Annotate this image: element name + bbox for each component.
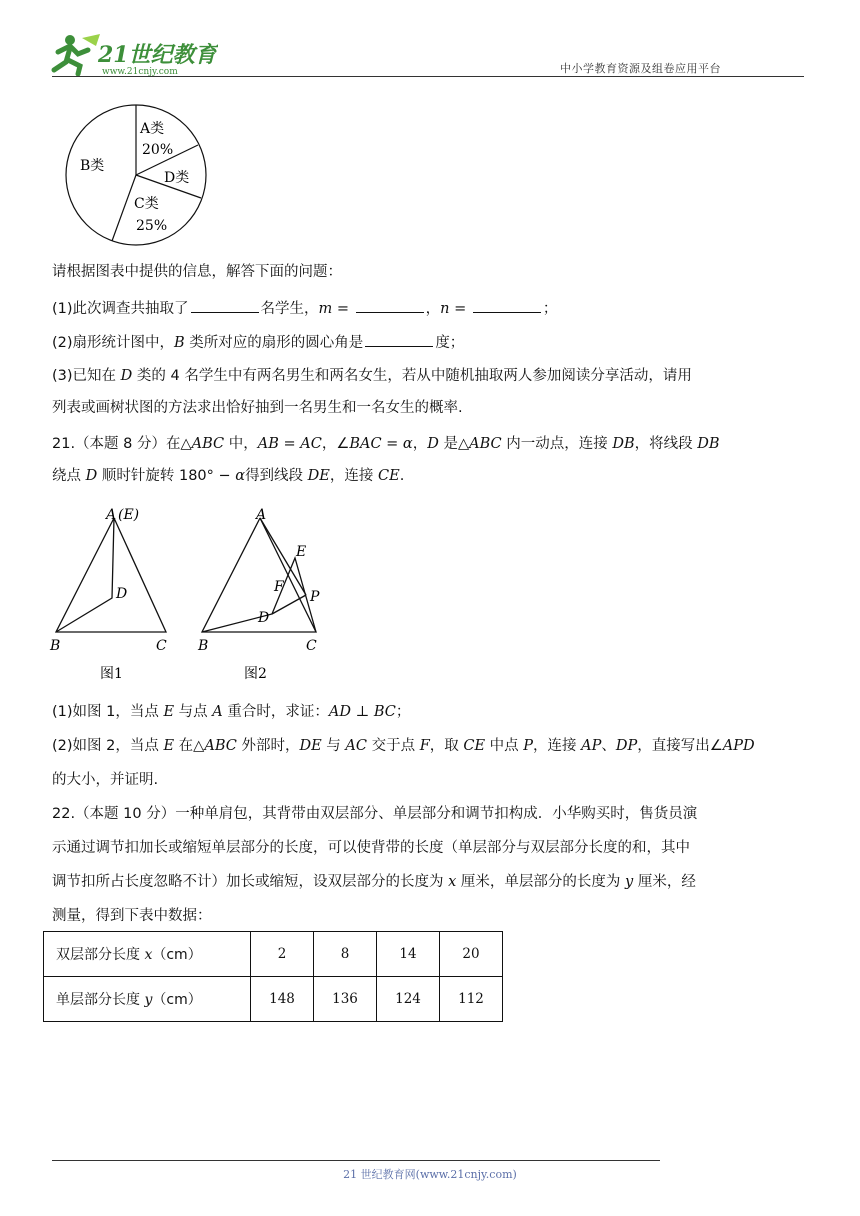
logo-url: www.21cnjy.com (102, 67, 178, 77)
pie-label-b: B类 (80, 158, 105, 174)
table-cell: 8 (314, 932, 377, 977)
fig2-segment-dp (272, 595, 306, 614)
fig1-triangle (56, 518, 166, 632)
fig2-label-c: C (306, 638, 317, 654)
q20-part1: (1)此次调查共抽取了 名学生，m = ，n = ； (52, 298, 557, 319)
header-divider (52, 76, 804, 77)
data-table (43, 931, 503, 1022)
q21-part1: (1)如图 1，当点 E 与点 A 重合时，求证：AD ⊥ BC； (52, 704, 411, 720)
table-cell: 20 (440, 932, 503, 977)
pie-chart (56, 100, 216, 250)
q22-line2: 示通过调节扣加长或缩短单层部分的长度，可以使背带的长度（单层部分与双层部分长度的和，其中 (52, 840, 690, 856)
figure-1 (46, 500, 186, 690)
fig1-label-d: D (116, 586, 128, 602)
answer-blank (473, 298, 541, 313)
q21-stem-line1: 21.（本题 8 分）在△ABC 中，AB = AC，∠BAC = α，D 是△ABC 内一动点，连接 DB，将线段 DB (52, 436, 720, 452)
table-row (44, 932, 503, 977)
pie-label-d: D类 (164, 170, 190, 186)
table-row-header: 双层部分长度 x（cm） (44, 932, 251, 977)
footer-divider (52, 1160, 660, 1161)
pie-label-c: C类 (134, 196, 159, 212)
fig1-label-b: B (50, 638, 61, 654)
fig2-caption: 图2 (244, 666, 267, 682)
q21-part2-line1: (2)如图 2，当点 E 在△ABC 外部时，DE 与 AC 交于点 F，取 CE 中点 P，连接 AP、DP，直接写出∠APD (52, 738, 755, 754)
logo-text: 21世纪教育 (98, 42, 217, 68)
q21-part2-line2: 的大小，并证明. (52, 772, 159, 788)
q22-line1: 22.（本题 10 分）一种单肩包，其背带由双层部分、单层部分和调节扣构成．小华购买时，售货员演 (52, 806, 698, 822)
pie-percent-a: 20% (142, 142, 174, 158)
q20-part3-line2: 列表或画树状图的方法求出恰好抽到一名男生和一名女生的概率. (52, 400, 463, 416)
fig2-label-a: A (256, 507, 267, 523)
q22-line3: 调节扣所占长度忽略不计）加长或缩短，设双层部分的长度为 x 厘米，单层部分的长度为 y 厘米，经 (52, 874, 696, 890)
answer-blank (191, 298, 259, 313)
table-cell: 2 (251, 932, 314, 977)
q21-stem-line2: 绕点 D 顺时针旋转 180° − α得到线段 DE，连接 CE. (52, 468, 405, 484)
fig1-label-a: A (106, 507, 117, 523)
answer-blank (356, 298, 424, 313)
figure-2 (192, 500, 342, 690)
table-cell: 112 (440, 977, 503, 1022)
runner-icon (54, 34, 100, 74)
table-row (44, 977, 503, 1022)
q20-part3-line1: (3)已知在 D 类的 4 名学生中有两名男生和两名女生，若从中随机抽取两人参加阅读分享活动，请用 (52, 368, 692, 384)
q20-intro: 请根据图表中提供的信息，解答下面的问题： (52, 264, 342, 280)
fig1-label-c: C (156, 638, 167, 654)
fig2-label-d: D (258, 610, 270, 626)
q22-line4: 测量，得到下表中数据： (52, 908, 212, 924)
pie-percent-c: 25% (136, 218, 168, 234)
fig2-label-p: P (310, 589, 320, 605)
fig1-label-e: (E) (118, 507, 140, 523)
table-cell: 124 (377, 977, 440, 1022)
fig1-caption: 图1 (100, 666, 123, 682)
pie-label-a: A类 (140, 121, 165, 137)
site-logo (48, 30, 218, 78)
table-cell: 148 (251, 977, 314, 1022)
q20-part2: (2)扇形统计图中，B 类所对应的扇形的圆心角是 度； (52, 332, 464, 353)
table-cell: 136 (314, 977, 377, 1022)
fig2-label-e: E (296, 544, 307, 560)
header-platform-text: 中小学教育资源及组卷应用平台 (560, 62, 721, 75)
table-cell: 14 (377, 932, 440, 977)
table-row-header: 单层部分长度 y（cm） (44, 977, 251, 1022)
footer-text: 21 世纪教育网(www.21cnjy.com) (343, 1168, 517, 1181)
answer-blank (365, 332, 433, 347)
fig2-label-f: F (274, 579, 284, 595)
fig2-label-b: B (198, 638, 209, 654)
